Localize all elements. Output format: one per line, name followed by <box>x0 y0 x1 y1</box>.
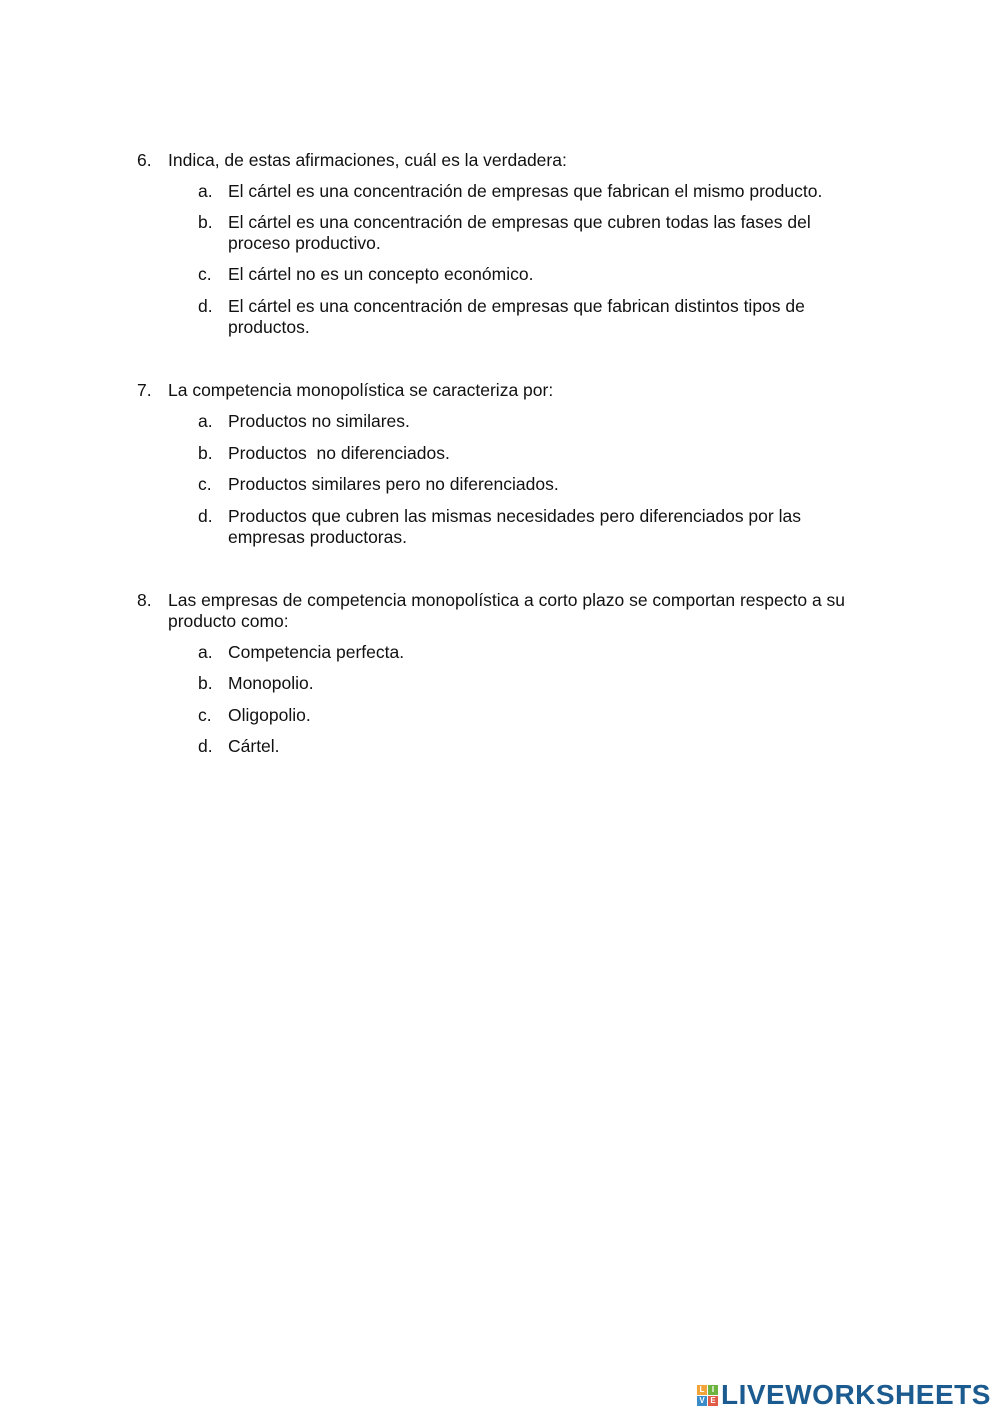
option-letter: d. <box>198 296 213 316</box>
logo-text: LIVEWORKSHEETS <box>721 1379 991 1410</box>
option-text: Oligopolio. <box>228 705 311 725</box>
question-text: Las empresas de competencia monopolística a corto plazo se comportan respecto a su producto como: <box>168 590 846 631</box>
option-text: El cártel no es un concepto económico. <box>228 264 534 284</box>
logo-mark-cell: E <box>708 1396 718 1406</box>
option-text: Productos similares pero no diferenciados. <box>228 474 559 494</box>
option-letter: a. <box>198 642 213 662</box>
logo-mark-cell: L <box>697 1385 707 1395</box>
question-text: La competencia monopolística se caracteriza por: <box>168 380 554 400</box>
option-text: Productos que cubren las mismas necesidades pero diferenciados por las empresas productoras. <box>228 506 801 547</box>
logo-mark-cell: V <box>697 1396 707 1406</box>
option-letter: c. <box>198 705 212 725</box>
option-text: Cártel. <box>228 736 280 756</box>
question-number: 7. <box>137 380 152 400</box>
option-text: Monopolio. <box>228 673 314 693</box>
option-text: Competencia perfecta. <box>228 642 405 662</box>
option-letter: a. <box>198 411 213 431</box>
logo-mark-cell: I <box>708 1385 718 1395</box>
logo-mark-icon <box>697 1385 718 1406</box>
option-letter: b. <box>198 443 213 463</box>
option-letter: b. <box>198 212 213 232</box>
option-text: El cártel es una concentración de empresas que fabrican el mismo producto. <box>228 181 823 201</box>
option-letter: c. <box>198 474 212 494</box>
option-letter: a. <box>198 181 213 201</box>
option-text: El cártel es una concentración de empresas que cubren todas las fases del proceso productivo. <box>228 212 811 253</box>
option-letter: d. <box>198 506 213 526</box>
option-text: Productos no similares. <box>228 411 410 431</box>
option-text: Productos no diferenciados. <box>228 443 450 463</box>
question-number: 6. <box>137 150 152 170</box>
option-letter: c. <box>198 264 212 284</box>
option-letter: d. <box>198 736 213 756</box>
option-text: El cártel es una concentración de empresas que fabrican distintos tipos de productos. <box>228 296 805 337</box>
question-text: Indica, de estas afirmaciones, cuál es la verdadera: <box>168 150 567 170</box>
option-letter: b. <box>198 673 213 693</box>
question-number: 8. <box>137 590 152 610</box>
liveworksheets-logo <box>697 1380 991 1410</box>
